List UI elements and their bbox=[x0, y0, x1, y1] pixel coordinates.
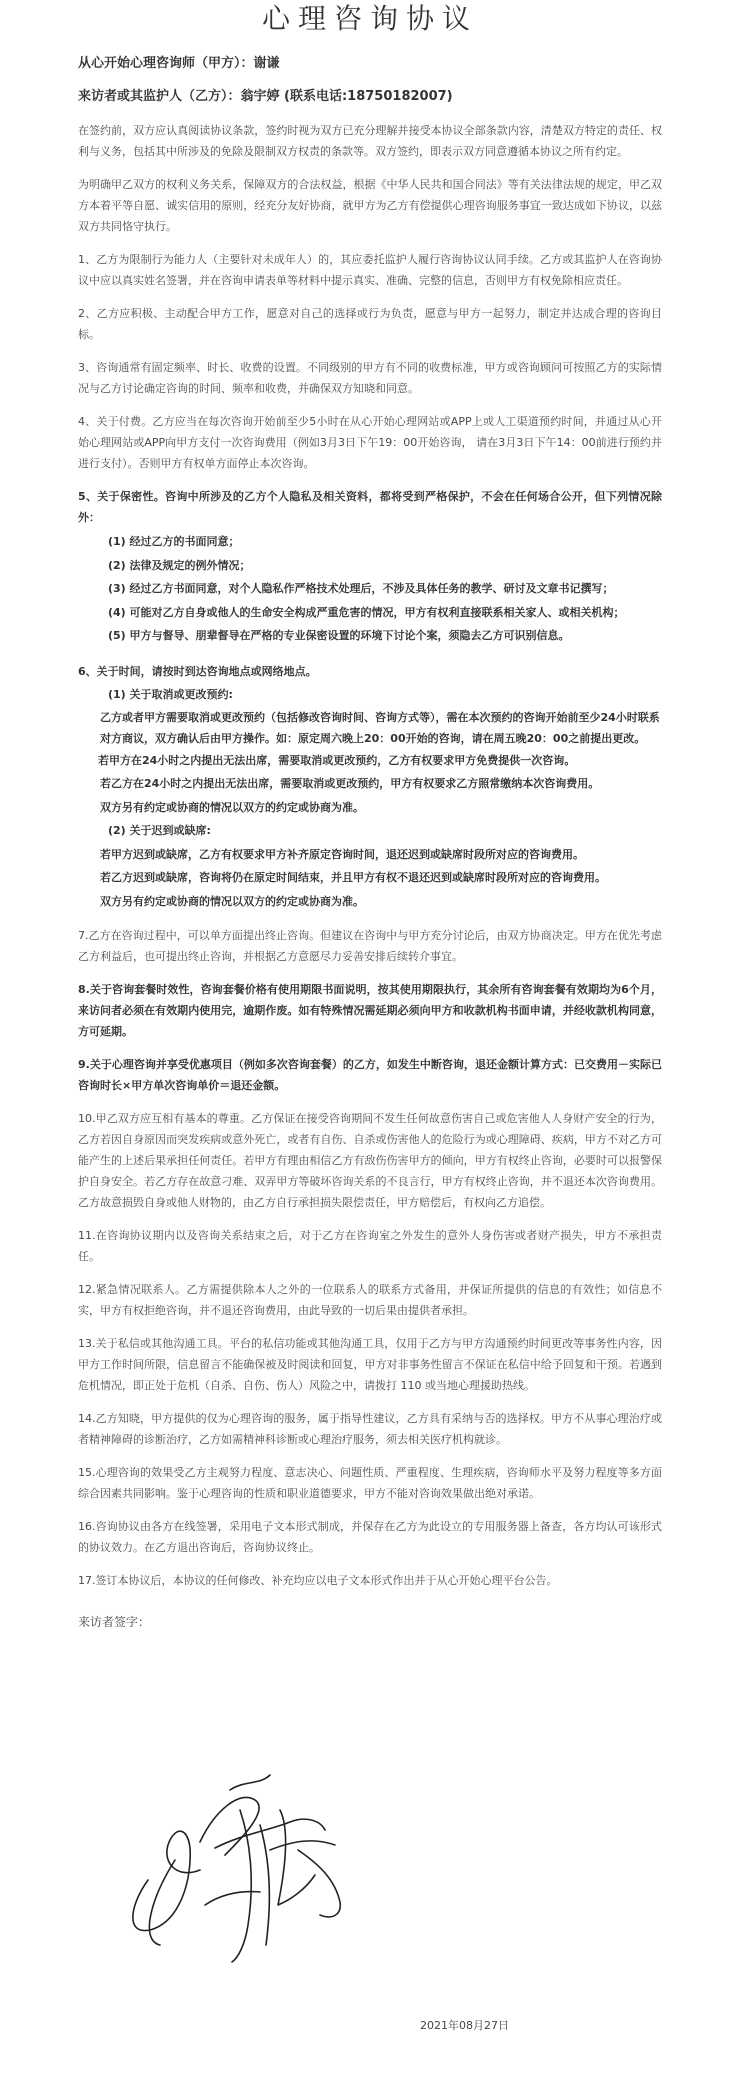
clause-12: 12.紧急情况联系人。乙方需提供除本人之外的一位联系人的联系方式备用，并保证所提供的信息的有效性；如信息不实，甲方有权拒绝咨询，并不退还咨询费用，由此导致的一切后果由提供者承担。 bbox=[78, 1283, 662, 1317]
clause-6-text: 若乙方在24小时之内提出无法出席，需要取消或更改预约，甲方有权要求乙方照常缴纳本次咨询费用。 bbox=[100, 777, 600, 790]
clause-5-block bbox=[78, 486, 662, 648]
clause-17: 17.签订本协议后，本协议的任何修改、补充均应以电子文本形式作出并于从心开始心理平台公告。 bbox=[78, 1574, 558, 1587]
clause-5-item: (4) 可能对乙方自身或他人的生命安全构成严重危害的情况，甲方有权利直接联系相关家人、或相关机构； bbox=[108, 605, 625, 619]
clause-6: 6、关于时间，请按时到达咨询地点或网络地点。 bbox=[78, 664, 317, 678]
clause-2: 2、乙方应积极、主动配合甲方工作，愿意对自己的选择或行为负责，愿意与甲方一起努力，制定并达成合理的咨询目标。 bbox=[78, 307, 662, 341]
clause-11: 11.在咨询协议期内以及咨询关系结束之后，对于乙方在咨询室之外发生的意外人身伤害或者财产损失，甲方不承担责任。 bbox=[78, 1229, 662, 1263]
clause-6-text: 双方另有约定或协商的情况以双方的约定或协商为准。 bbox=[100, 894, 364, 908]
clause-6-subheading-1: (1) 关于取消或更改预约: bbox=[108, 688, 233, 701]
clause-16: 16.咨询协议由各方在线签署，采用电子文本形式制成，并保存在乙方为此设立的专用服务器上备查，各方均认可该形式的协议效力。在乙方退出咨询后，咨询协议终止。 bbox=[78, 1520, 662, 1554]
clause-14: 14.乙方知晓，甲方提供的仅为心理咨询的服务，属于指导性建议，乙方具有采纳与否的选择权。甲方不从事心理治疗或者精神障碍的诊断治疗，乙方如需精神科诊断或心理治疗服务，须去相关医疗机构就诊。 bbox=[78, 1412, 662, 1446]
clause-13: 13.关于私信或其他沟通工具。平台的私信功能或其他沟通工具，仅用于乙方与甲方沟通预约时间更改等事务性内容，因甲方工作时间所限，信息留言不能确保被及时阅读和回复，甲方对非事务性留言不保证在私信中给予回复和干预。若遇到危机情况，即正处于危机（自杀、自伤、伤人）风险之中，请拨打 110 或当地心理援助热线。 bbox=[78, 1337, 662, 1392]
document-title: 心理咨询协议 bbox=[261, 2, 478, 35]
handwritten-signature bbox=[120, 1730, 380, 1970]
clause-9: 9.关于心理咨询并享受优惠项目（例如多次咨询套餐）的乙方，如发生中断咨询，退还金额计算方式：已交费用－实际已咨询时长×甲方单次咨询单价＝退还金额。 bbox=[78, 1058, 662, 1092]
clause-6-text: 乙方或者甲方需要取消或更改预约（包括修改咨询时间、咨询方式等），需在本次预约的咨询开始前至少24小时联系对方商议，双方确认后由甲方操作。如：原定周六晚上20：00开始的咨询，请在周五晚20：00之前提出更改。 bbox=[100, 710, 660, 745]
intro-paragraph-1: 在签约前，双方应认真阅读协议条款，签约时视为双方已充分理解并接受本协议全部条款内容，清楚双方特定的责任、权利与义务，包括其中所涉及的免除及限制双方权责的条款等。双方签约，即表示双方同意遵循本协议之所有约定。 bbox=[78, 124, 662, 158]
clause-10: 10.甲乙双方应互相有基本的尊重。乙方保证在接受咨询期间不发生任何故意伤害自己或危害他人人身财产安全的行为，乙方若因自身原因而突发疾病或意外死亡，或者有自伤、自杀或伤害他人的危险行为或心理障碍、疾病，甲方不对乙方可能产生的上述后果承担任何责任。若甲方有理由相信乙方有敌伤伤害甲方的倾向，甲方有权终止咨询，必要时可以报警保护自身安全。若乙方存在故意刁难、双弄甲方等破坏咨询关系的不良言行，甲方有权终止咨询，并不退还本次咨询费用。乙方故意损毁自身或他人财物的，由乙方自行承担损失限偿责任，甲方赔偿后，有权向乙方追偿。 bbox=[78, 1112, 662, 1209]
clause-5-item: (5) 甲方与督导、朋辈督导在严格的专业保密设置的环境下讨论个案，须隐去乙方可识别信息。 bbox=[108, 629, 570, 642]
signature-label: 来访者签字： bbox=[78, 1615, 151, 1629]
signing-date: 2021年08月27日 bbox=[420, 2019, 509, 2032]
agreement-body bbox=[0, 38, 740, 1630]
clause-15: 15.心理咨询的效果受乙方主观努力程度、意志决心、问题性质、严重程度、生理疾病，咨询师水平及努力程度等多方面综合因素共同影响。鉴于心理咨询的性质和职业道德要求，甲方不能对咨询效果做出绝对承诺。 bbox=[78, 1466, 662, 1500]
clause-1: 1、乙方为限制行为能力人（主要针对未成年人）的，其应委托监护人履行咨询协议认同手续。乙方或其监护人在咨询协议中应以真实姓名签署，并在咨询申请表单等材料中提示真实、准确、完整的信息，否则甲方有权免除相应责任。 bbox=[78, 253, 662, 287]
clause-5: 5、关于保密性。咨询中所涉及的乙方个人隐私及相关资料，都将受到严格保护，不会在任何场合公开，但下列情况除外： bbox=[78, 490, 662, 524]
intro-paragraph-2: 为明确甲乙双方的权利义务关系，保障双方的合法权益，根据《中华人民共和国合同法》等有关法律法规的规定，甲乙双方本着平等自愿、诚实信用的原则，经充分友好协商，就甲方为乙方有偿提供心理咨询服务事宜一致达成如下协议，以兹双方共同恪守执行。 bbox=[78, 178, 662, 233]
clause-4: 4、关于付费。乙方应当在每次咨询开始前至少5小时在从心开始心理网站或APP上或人工渠道预约时间，并通过从心开始心理网站或APP向甲方支付一次咨询费用（例如3月3日下午19：00开始咨询， 请在3月3日下午14：00前进行预约并进行支付）。否则甲方有权单方面停止本次咨询。 bbox=[78, 415, 662, 470]
party-a: 从心开始心理咨询师（甲方）：谢谦 bbox=[78, 56, 280, 71]
party-b: 来访者或其监护人（乙方）：翁宇婷 (联系电话:18750182007) bbox=[78, 89, 453, 104]
clause-6-text: 若乙方迟到或缺席，咨询将仍在原定时间结束，并且甲方有权不退还迟到或缺席时段所对应的咨询费用。 bbox=[100, 871, 606, 884]
clause-6-block bbox=[78, 660, 662, 914]
clause-5-item: (1) 经过乙方的书面同意； bbox=[108, 535, 240, 548]
clause-8: 8.关于咨询套餐时效性，咨询套餐价格有使用期限书面说明，按其使用期限执行，其余所有咨询套餐有效期均为6个月，来访问者必须在有效期内使用完，逾期作废。如有特殊情况需延期必须向甲方和收款机构书面申请，并经收款机构同意，方可延期。 bbox=[78, 983, 662, 1038]
clause-6-text: 若甲方在24小时之内提出无法出席，需要取消或更改预约，乙方有权要求甲方免费提供一次咨询。 bbox=[98, 753, 576, 767]
clause-3: 3、咨询通常有固定频率、时长、收费的设置。不同级别的甲方有不同的收费标准，甲方或咨询顾问可按照乙方的实际情况与乙方讨论确定咨询的时间、频率和收费，并确保双方知晓和同意。 bbox=[78, 361, 662, 395]
clause-5-item: (2) 法律及规定的例外情况； bbox=[108, 558, 251, 572]
clause-6-text: 若甲方迟到或缺席，乙方有权要求甲方补齐原定咨询时间，退还迟到或缺席时段所对应的咨询费用。 bbox=[100, 847, 584, 861]
clause-7: 7.乙方在咨询过程中，可以单方面提出终止咨询。但建议在咨询中与甲方充分讨论后，由双方协商决定。甲方在优先考虑乙方利益后，也可提出终止咨询，并根据乙方意愿尽力妥善安排后续转介事宜。 bbox=[78, 929, 662, 963]
clause-6-subheading-2: (2) 关于迟到或缺席: bbox=[108, 824, 211, 837]
clause-5-item: (3) 经过乙方书面同意，对个人隐私作严格技术处理后，不涉及具体任务的教学、研讨及文章书记撰写； bbox=[108, 582, 614, 595]
clause-6-text: 双方另有约定或协商的情况以双方的约定或协商为准。 bbox=[100, 800, 364, 814]
